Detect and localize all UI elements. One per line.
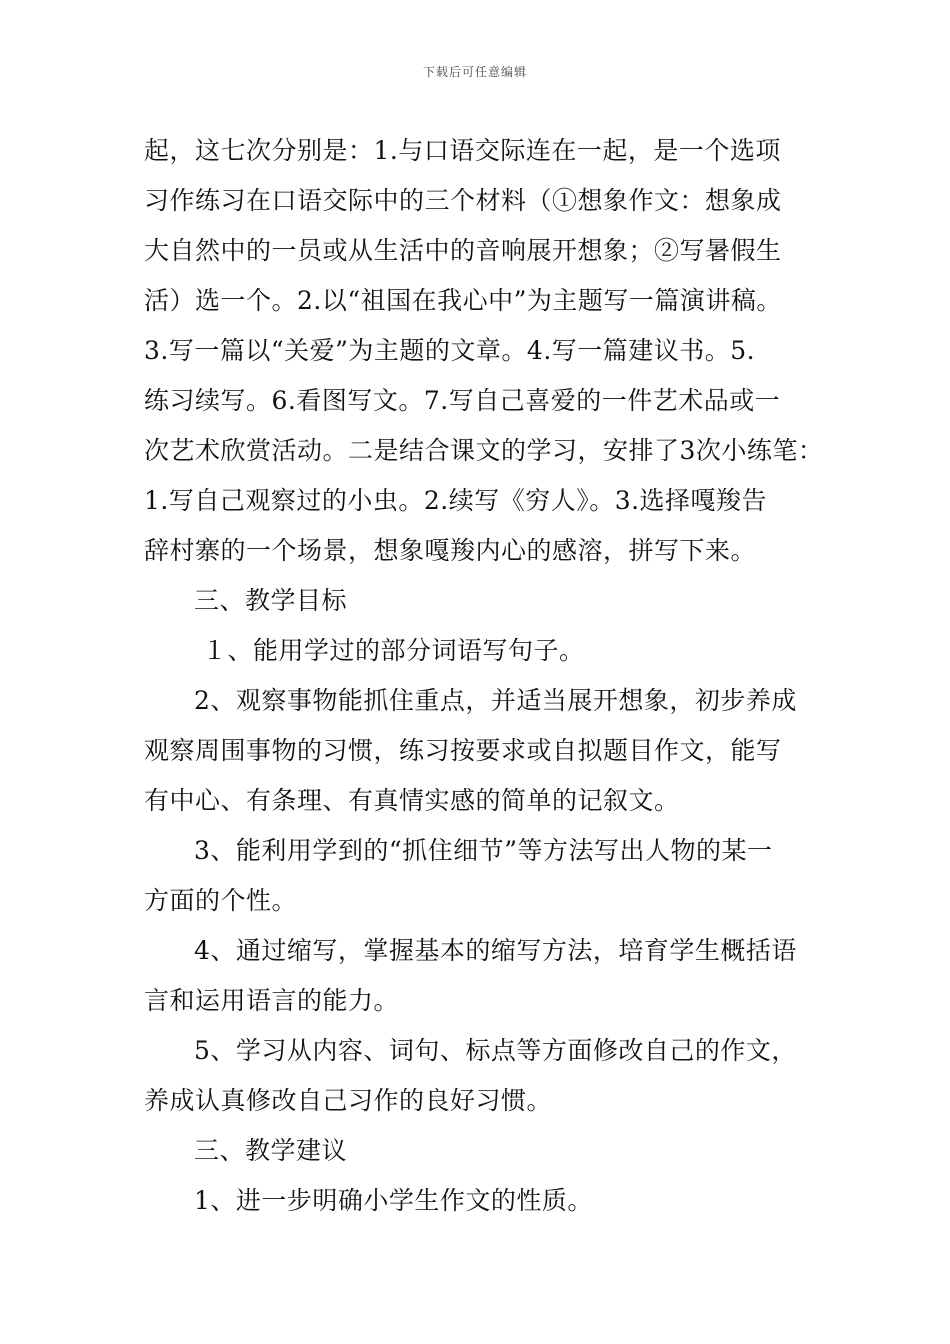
text-line: 练习续写。6.看图写文。7.写自己喜爱的一件艺术品或一: [144, 386, 781, 415]
goal-item-2-line-3: 有中心、有条理、有真情实感的简单的记叙文。: [144, 786, 680, 815]
text-line: 辞村寨的一个场景，想象嘎羧内心的感溶，拼写下来。: [144, 536, 757, 565]
goal-item-2-line-1: 2、观察事物能抓住重点，并适当展开想象，初步养成: [194, 686, 797, 715]
page-header: 下载后可任意编辑: [422, 65, 527, 79]
goal-item-3-line-2: 方面的个性。: [144, 886, 298, 915]
section-heading-advice: 三、教学建议: [194, 1136, 348, 1165]
goal-item-5-line-2: 养成认真修改自己习作的良好习惯。: [144, 1086, 553, 1115]
goal-item-5-line-1: 5、学习从内容、词句、标点等方面修改自己的作文，: [194, 1036, 797, 1065]
text-line: 大自然中的一员或从生活中的音响展开想象；②写暑假生: [144, 236, 782, 265]
text-line: 3.写一篇以“关爱”为主题的文章。4.写一篇建议书。5.: [144, 336, 756, 365]
text-line: 活）选一个。2.以“祖国在我心中”为主题写一篇演讲稿。: [144, 286, 782, 315]
goal-item-4-line-2: 言和运用语言的能力。: [144, 986, 400, 1015]
text-line: 起，这七次分别是：1.与口语交际连在一起，是一个选项: [144, 136, 781, 165]
section-heading-goals: 三、教学目标: [194, 586, 348, 615]
text-line: 1.写自己观察过的小虫。2.续写《穷人》。3.选择嘎羧告: [144, 486, 768, 515]
document-body: [144, 126, 824, 1226]
text-line: 习作练习在口语交际中的三个材料（①想象作文：想象成: [144, 186, 782, 215]
goal-item-2-line-2: 观察周围事物的习惯，练习按要求或自拟题目作文，能写: [144, 736, 782, 765]
goal-item-4-line-1: 4、通过缩写，掌握基本的缩写方法，培育学生概括语: [194, 936, 797, 965]
goal-item-3-line-1: 3、能利用学到的“抓住细节”等方法写出人物的某一: [194, 836, 773, 865]
goal-item-1: １、能用学过的部分词语写句子。: [202, 636, 585, 665]
text-line: 次艺术欣赏活动。二是结合课文的学习，安排了3次小练笔：: [144, 436, 824, 465]
advice-item-1: 1、进一步明确小学生作文的性质。: [194, 1186, 593, 1215]
